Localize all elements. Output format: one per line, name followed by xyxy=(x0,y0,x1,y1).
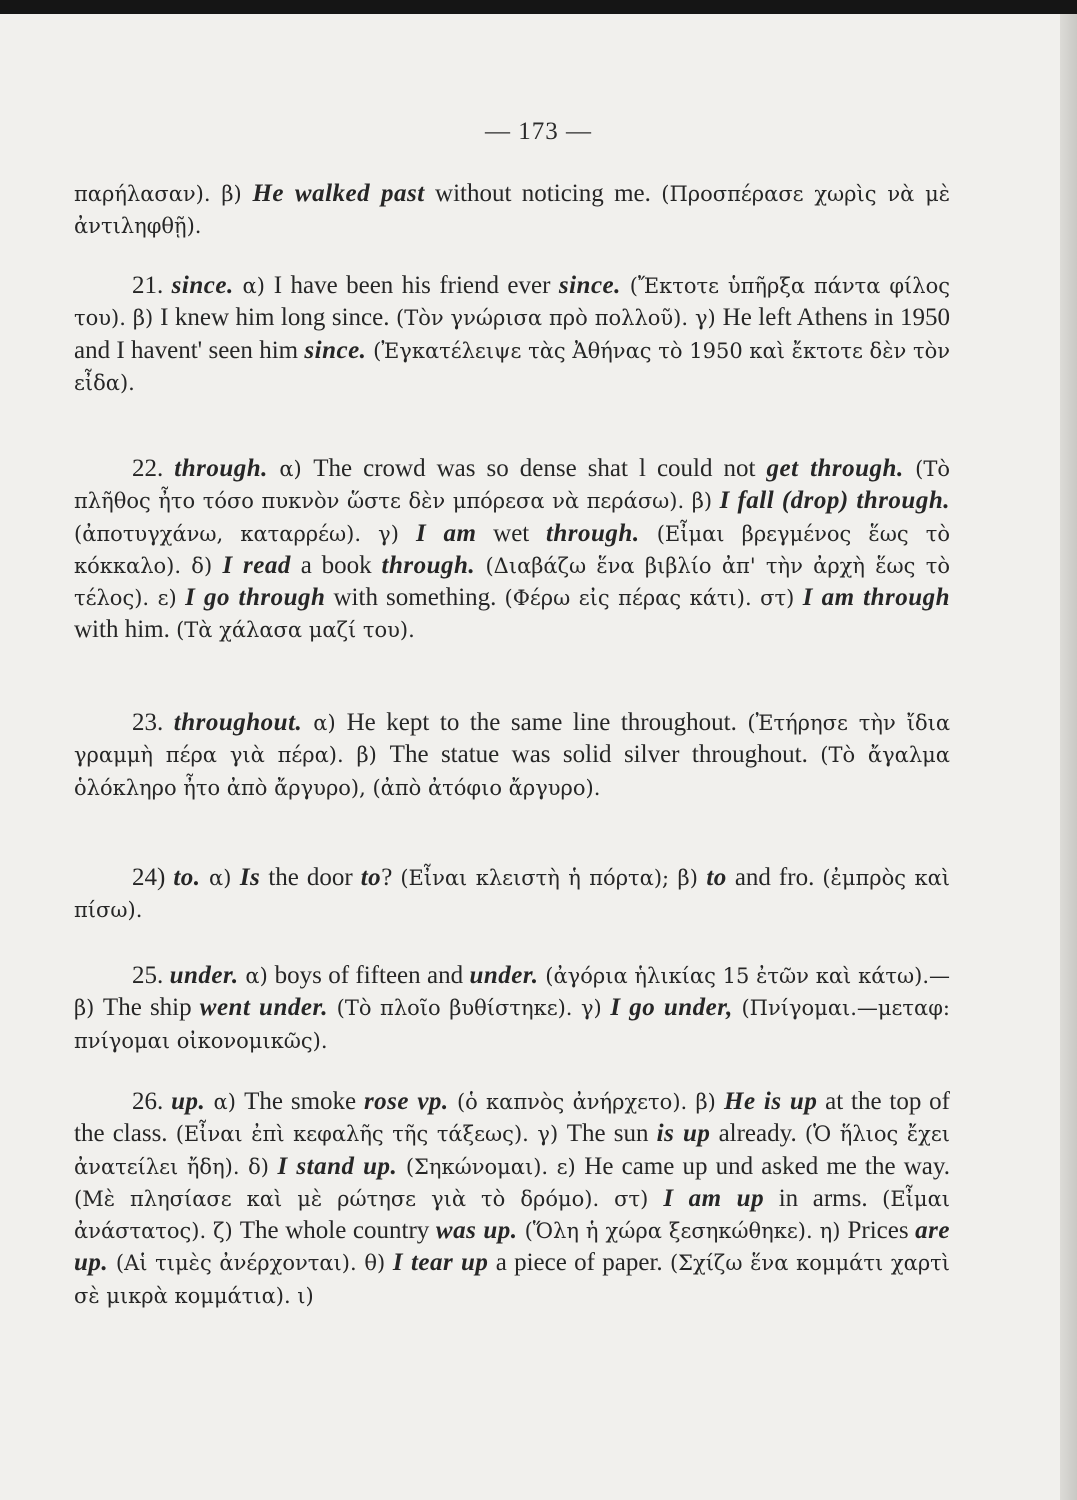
english-text: 26. xyxy=(132,1088,172,1115)
greek-translation: (Τὸ πλοῖο βυθίστηκε). γ) xyxy=(328,996,611,1021)
term-emphasis: I fall (drop) through. xyxy=(719,487,950,515)
english-text: 23. xyxy=(132,709,174,736)
greek-translation: (Μὲ πλησίασε καὶ μὲ ρώτησε γιὰ τὸ δρόμο). στ) xyxy=(74,1186,664,1211)
greek-translation: (Τὸ πλῆθος ἦτο τόσο πυκνὸν ὥστε δὲν μπόρεσα νὰ περάσω). β) xyxy=(74,457,950,514)
page-number: — 173 — xyxy=(485,118,592,145)
english-text: I have been his friend ever xyxy=(273,272,559,299)
english-text: 21. xyxy=(132,272,172,299)
greek-translation: α) xyxy=(302,711,347,735)
paragraph-20-continued xyxy=(74,178,950,243)
english-text: at the top of the class. xyxy=(74,1088,951,1148)
english-text: The whole country xyxy=(239,1217,436,1245)
greek-translation: (ἐμπρὸς καὶ πίσω). xyxy=(74,866,951,923)
greek-translation: (Ἐτήρησε τὴν ἴδια γραμμὴ πέρα γιὰ πέρα). β) xyxy=(74,711,951,768)
paragraph-22-through xyxy=(74,453,950,647)
english-text: the door xyxy=(260,864,361,891)
term-emphasis: under. xyxy=(169,962,239,989)
greek-translation: (Τὰ χάλασα μαζί του). xyxy=(176,618,415,643)
greek-translation: α) xyxy=(200,866,240,890)
greek-translation: (Εἶμαι ἀνάστατος). ζ) xyxy=(74,1186,950,1244)
greek-translation: α) xyxy=(267,457,314,481)
english-text: 24) xyxy=(132,864,174,891)
greek-translation: (Διαβάζω ἕνα βιβλίο ἀπ' τὴν ἀρχὴ ἕως τὸ τέλος). ε) xyxy=(74,553,950,611)
english-text: The ship xyxy=(102,994,200,1022)
term-emphasis: since. xyxy=(558,272,621,299)
english-text: in arms. xyxy=(764,1184,883,1212)
english-text: without noticing me. xyxy=(424,180,662,207)
english-text: He came up und asked me the way. xyxy=(584,1152,950,1180)
term-emphasis: I am through xyxy=(802,584,951,612)
greek-translation: (Πνίγομαι.—μεταφ: πνίγομαι οἰκονομικῶς). xyxy=(74,996,951,1053)
greek-translation: (Τὸν γνώρισα πρὸ πολλοῦ). γ) xyxy=(396,306,723,331)
english-text: boys of fifteen and xyxy=(274,962,470,989)
term-emphasis: under. xyxy=(469,962,539,989)
term-emphasis: I go through xyxy=(185,584,326,612)
english-text: already. xyxy=(710,1120,805,1148)
english-text: a piece of paper. xyxy=(488,1249,670,1277)
term-emphasis: I am xyxy=(416,519,477,547)
term-emphasis: throughout. xyxy=(173,709,303,736)
term-emphasis: to xyxy=(360,864,382,891)
term-emphasis: I read xyxy=(222,551,291,579)
paragraph-21-since xyxy=(74,270,950,399)
term-emphasis: to xyxy=(706,864,727,891)
term-emphasis: I stand up. xyxy=(277,1152,398,1180)
page-edge-shadow xyxy=(1060,14,1077,1500)
term-emphasis: get through. xyxy=(766,455,904,482)
greek-translation: (Προσπέρασε χωρὶς νὰ μὲ ἀντιληφθῇ). xyxy=(74,182,950,239)
term-emphasis: through. xyxy=(381,551,476,579)
term-emphasis: I go under, xyxy=(610,994,733,1022)
paragraph-26-up xyxy=(74,1086,950,1312)
english-text: and fro. xyxy=(726,864,823,891)
english-text: with something. xyxy=(325,584,505,612)
term-emphasis: through. xyxy=(545,519,640,547)
term-emphasis: went under. xyxy=(199,994,329,1022)
term-emphasis: I tear up xyxy=(392,1249,489,1277)
english-text: ? xyxy=(381,864,401,891)
greek-translation: (Σηκώνομαι). ε) xyxy=(397,1154,585,1179)
english-text: He left Athens in 1950 and I havent' seen him xyxy=(74,304,950,364)
english-text: The statue was solid silver throughout. xyxy=(389,741,821,769)
term-emphasis: since. xyxy=(171,272,234,299)
greek-translation: (Ἔκτοτε ὑπῆρξα πάντα φίλος του). β) xyxy=(74,274,950,331)
term-emphasis: since. xyxy=(304,336,367,364)
scan-top-border xyxy=(0,0,1077,14)
greek-translation: (Τὸ ἄγαλμα ὁλόκληρο ἦτο ἀπὸ ἄργυρο), (ἀπὸ ἀτόφιο ἄργυρο). xyxy=(74,743,950,800)
greek-translation: (Εἶμαι βρεγμένος ἕως τὸ κόκκαλο). δ) xyxy=(74,521,950,578)
greek-translation: (Φέρω εἰς πέρας κάτι). στ) xyxy=(504,586,803,611)
term-emphasis: through. xyxy=(174,455,268,482)
greek-translation: (ὁ καπνὸς ἀνήρχετο). β) xyxy=(448,1090,725,1114)
greek-translation: (Σχίζω ἕνα κομμάτι χαρτὶ σὲ μικρὰ κομμάτια). ι) xyxy=(74,1251,951,1308)
english-text: 25. xyxy=(132,962,170,989)
english-text: Prices xyxy=(847,1217,916,1245)
english-text: The crowd was so dense shat l could not xyxy=(313,455,767,482)
greek-translation: α) xyxy=(233,274,274,298)
english-text: The sun xyxy=(566,1120,657,1148)
greek-translation: παρήλασαν). β) xyxy=(74,182,253,206)
term-emphasis: is up xyxy=(656,1120,711,1148)
english-text: wet xyxy=(476,519,546,547)
greek-translation: (Ἐγκατέλειψε τὰς Ἀθήνας τὸ 1950 καὶ ἔκτοτε δὲν τὸν εἶδα). xyxy=(74,338,950,395)
term-emphasis: I am up xyxy=(663,1184,765,1212)
english-text: with him. xyxy=(74,616,177,644)
english-text: He kept to the same line throughout. xyxy=(346,709,748,736)
greek-translation: (Ὅλη ἡ χώρα ξεσηκώθηκε). η) xyxy=(517,1219,848,1244)
greek-translation: (ἀποτυγχάνω, καταρρέω). γ) xyxy=(74,521,417,546)
english-text: I knew him long since. xyxy=(160,304,396,332)
greek-translation: (Ὁ ἥλιος ἔχει ἀνατείλει ἤδη). δ) xyxy=(74,1122,950,1179)
greek-translation: (Αἱ τιμὲς ἀνέρχονται). θ) xyxy=(108,1251,393,1276)
term-emphasis: was up. xyxy=(435,1217,518,1245)
term-emphasis: are up. xyxy=(74,1217,950,1277)
term-emphasis: to. xyxy=(173,864,201,891)
english-text: The smoke xyxy=(244,1088,364,1115)
english-text: 22. xyxy=(132,455,175,482)
greek-translation: α) xyxy=(238,964,275,988)
greek-translation: (ἀγόρια ἡλικίας 15 ἐτῶν καὶ κάτω).—β) xyxy=(74,964,950,1021)
paragraph-24-to xyxy=(74,862,950,927)
term-emphasis: He walked past xyxy=(252,180,425,207)
english-text: a book xyxy=(290,551,382,579)
term-emphasis: Is xyxy=(239,864,261,891)
greek-translation: (Εἶναι κλειστὴ ἡ πόρτα); β) xyxy=(400,866,707,890)
term-emphasis: up. xyxy=(171,1088,206,1115)
greek-translation: (Εἶναι ἐπὶ κεφαλῆς τῆς τάξεως). γ) xyxy=(175,1122,567,1147)
paragraph-25-under xyxy=(74,960,950,1057)
term-emphasis: He is up xyxy=(724,1088,818,1115)
paragraph-23-throughout xyxy=(74,707,950,804)
term-emphasis: rose vp. xyxy=(363,1088,449,1115)
greek-translation: α) xyxy=(205,1090,245,1114)
